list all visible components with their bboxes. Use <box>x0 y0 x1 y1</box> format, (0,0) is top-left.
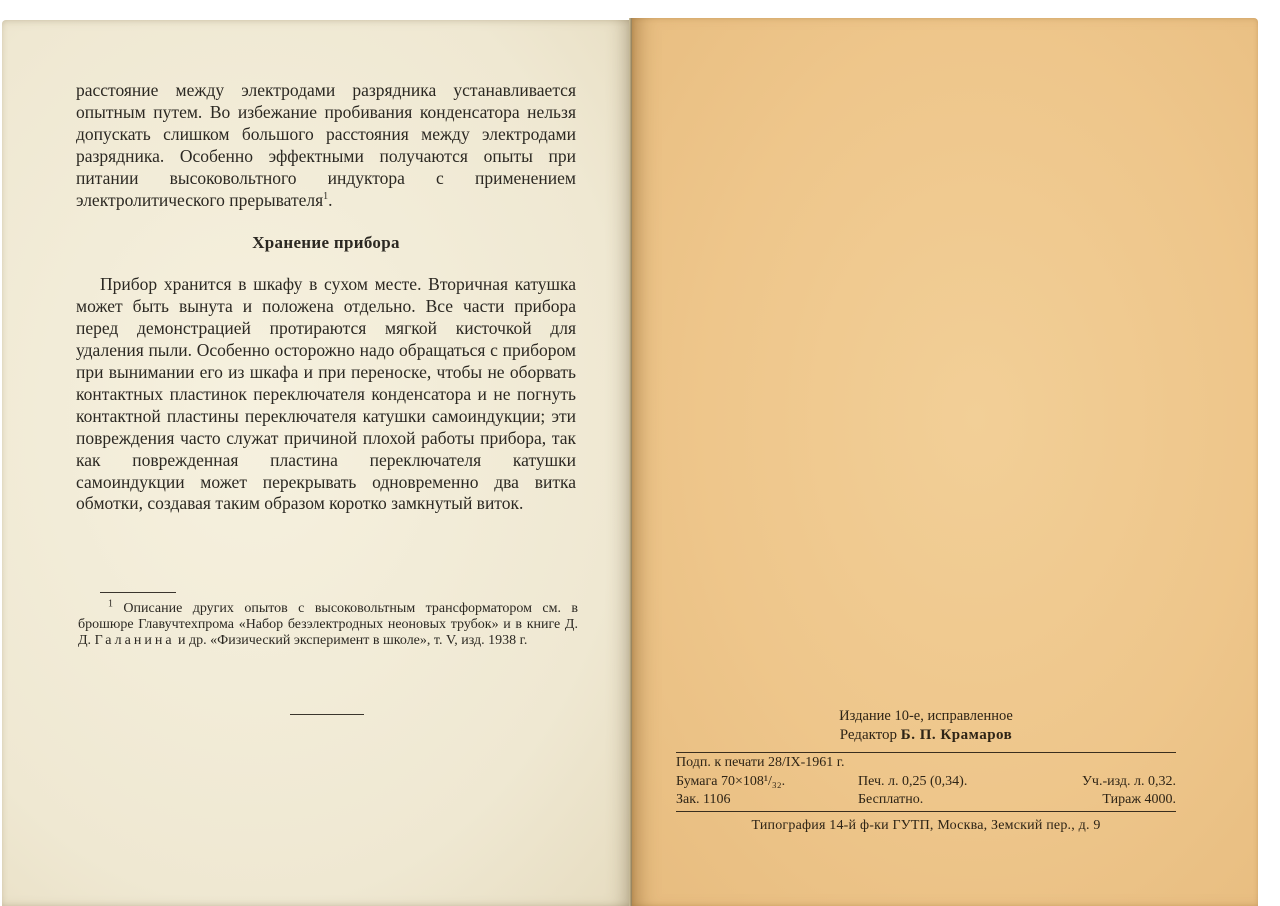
footnote-divider <box>100 592 176 593</box>
imprint-row-2 <box>676 773 1176 790</box>
end-divider <box>290 714 364 715</box>
footnote-marker: 1 <box>108 598 113 610</box>
editor-name: Б. П. Крамаров <box>900 727 1013 743</box>
footnote-reference: 1 <box>323 190 329 202</box>
footnote: $^1$ Описание других опытов с высоковольтным трансформатором см. в брошюре Главучтехпрома «Набор безэлектродных неоновых трубок» и в книге Д. Д. Галанина и др. «Физический эксперимент в школе», т. V, изд. 1938 г. <box>78 598 578 648</box>
section-title: Хранение прибора <box>252 233 400 253</box>
editor-line: Редактор Б. П. Крамаров <box>839 727 1013 743</box>
edition-line: Издание 10-е, исправленное <box>839 708 1013 724</box>
imprint-row-3 <box>676 791 1176 808</box>
printing-house-line: Типография 14-й ф-ки ГУТП, Москва, Земский пер., д. 9 <box>751 818 1101 833</box>
imprint-price: Бесплатно. <box>858 792 924 807</box>
imprint-publisher-sheets: Уч.-изд. л. 0,32. <box>1082 774 1176 789</box>
left-page-text <box>76 80 576 515</box>
imprint-print-sheets: Печ. л. 0,25 (0,34). <box>858 774 968 789</box>
imprint-print-run: Тираж 4000. <box>1102 792 1176 807</box>
paragraph-1: расстояние между электродами разрядника устанавливается опытным путем. Во избежание пробивания конденсатора нельзя допускать слишком большого расстояния между электродами разрядника. Особенно эффектными получаются опыты при питании высоковольтного индуктора с применением электролитического прерывателя$^1$. <box>76 80 576 210</box>
paragraph-2: Прибор хранится в шкафу в сухом месте. Вторичная катушка может быть вынута и положена отдельно. Все части прибора перед демонстрацией протираются мягкой кисточкой для удаления пыли. Особенно осторожно надо обращаться с прибором при вынимании его из шкафа и при переноске, чтобы не оборвать контактных пластинок переключателя конденсатора и не погнуть контактной пластины переключателя катушки самоиндукции; эти повреждения часто служат причиной плохой работы прибора, так как поврежденная пластина переключателя катушки самоиндукции может перекрывать одновременно два витка обмотки, создавая таким образом коротко замкнутый виток. <box>76 274 576 514</box>
footnote-author-name: Галанина <box>94 632 175 648</box>
imprint-paper-format: Бумага 70×108¹/₃₂. <box>676 774 786 789</box>
imprint-order-number: Зак. 1106 <box>676 792 731 807</box>
imprint-signed-date: Подп. к печати 28/IX-1961 г. <box>676 755 845 770</box>
imprint-bottom-rule <box>676 811 1176 812</box>
imprint-top-rule <box>676 752 1176 753</box>
